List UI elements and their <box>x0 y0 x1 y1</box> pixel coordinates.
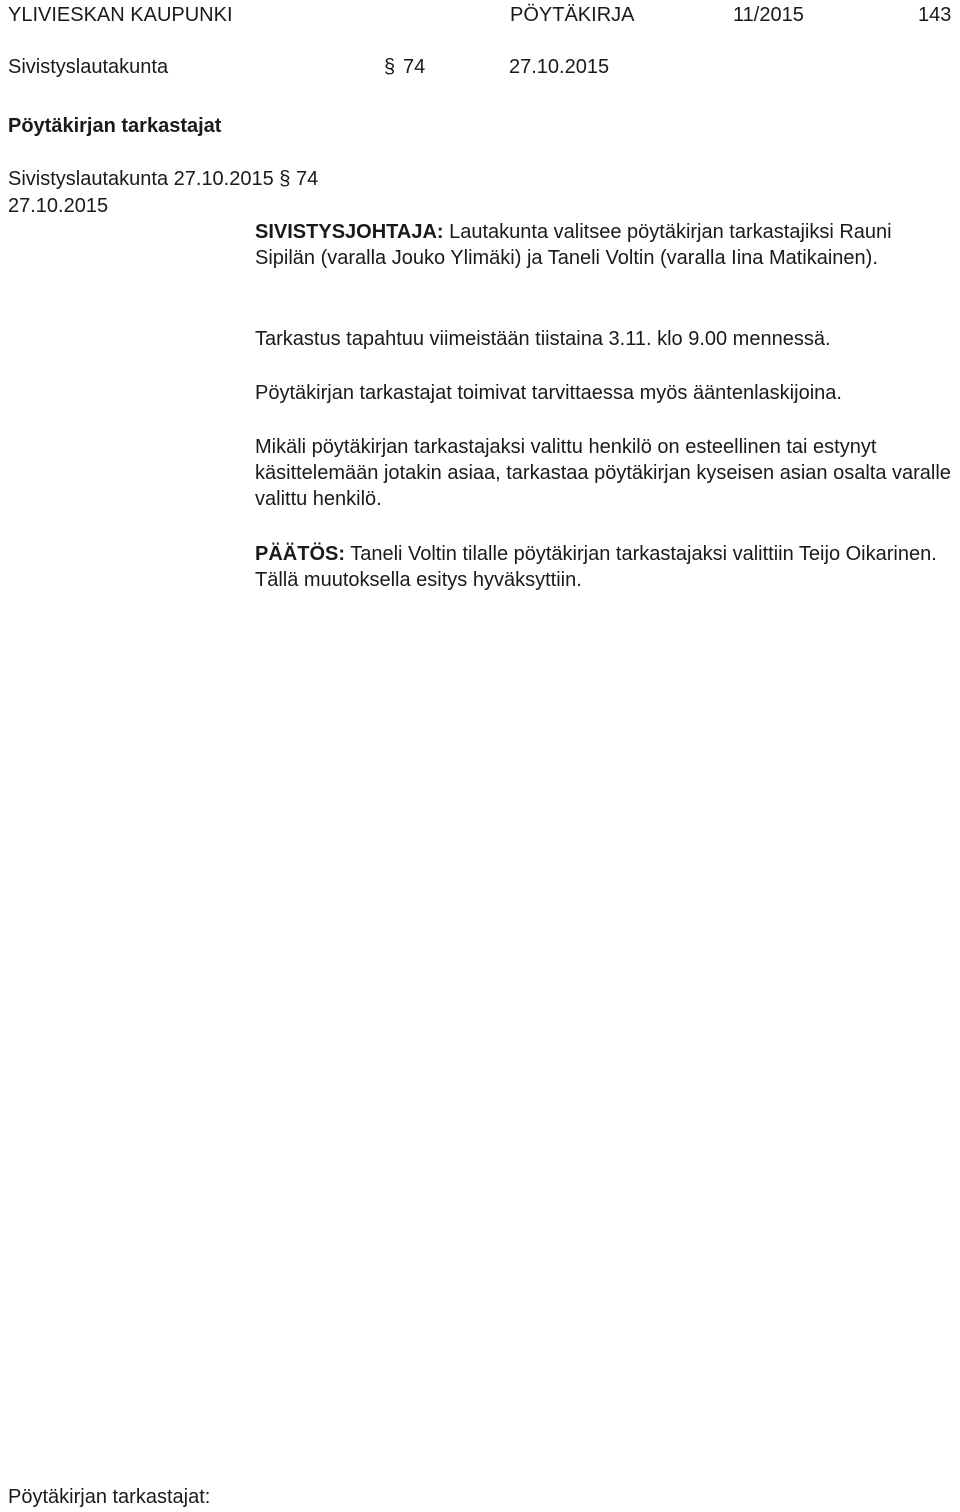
decision-paragraph <box>255 541 955 593</box>
proposal-paragraph <box>255 219 955 271</box>
reference-line <box>8 166 318 192</box>
decision-text: Taneli Voltin tilalle pöytäkirjan tarkastajaksi valittiin Teijo Oikarinen. Tällä muutoksella esitys hyväksyttiin. <box>255 543 937 591</box>
page-number: 143 <box>918 4 952 26</box>
section-symbol: § <box>384 56 396 78</box>
document-type: PÖYTÄKIRJA <box>510 4 635 26</box>
proposal-label: SIVISTYSJOHTAJA: <box>255 221 444 243</box>
decision-label: PÄÄTÖS: <box>255 543 345 565</box>
reference-board-date: Sivistyslautakunta 27.10.2015 <box>8 168 274 190</box>
review-time-text: Tarkastus tapahtuu viimeistään tiistaina 3.11. klo 9.00 mennessä. <box>255 328 831 350</box>
reference-date: 27.10.2015 <box>8 195 109 217</box>
section-number: 74 <box>403 56 426 78</box>
reference-section-number: 74 <box>295 168 319 190</box>
reviewers-label: Pöytäkirjan tarkastajat: <box>8 1486 211 1508</box>
section-title: Pöytäkirjan tarkastajat <box>8 115 222 137</box>
meeting-date: 27.10.2015 <box>509 56 610 78</box>
board-name: Sivistyslautakunta <box>8 56 169 78</box>
review-time-paragraph <box>255 326 955 352</box>
substitute-paragraph <box>255 434 955 512</box>
proposal-text: Lautakunta valitsee pöytäkirjan tarkastajiksi Rauni Sipilän (varalla Jouko Ylimäki) ja Taneli Voltin (varalla Iina Matikainen). <box>255 221 892 269</box>
issue-number: 11/2015 <box>733 4 804 26</box>
vote-counters-text: Pöytäkirjan tarkastajat toimivat tarvittaessa myös ääntenlaskijoina. <box>255 382 842 404</box>
organization-name: YLIVIESKAN KAUPUNKI <box>8 4 233 26</box>
reference-section-symbol: § <box>279 168 291 190</box>
substitute-text: Mikäli pöytäkirjan tarkastajaksi valittu henkilö on esteellinen tai estynyt käsittelemään jotakin asiaa, tarkastaa pöytäkirjan kyseisen asian osalta varalle valittu henkilö. <box>255 436 951 510</box>
vote-counters-paragraph <box>255 380 955 406</box>
